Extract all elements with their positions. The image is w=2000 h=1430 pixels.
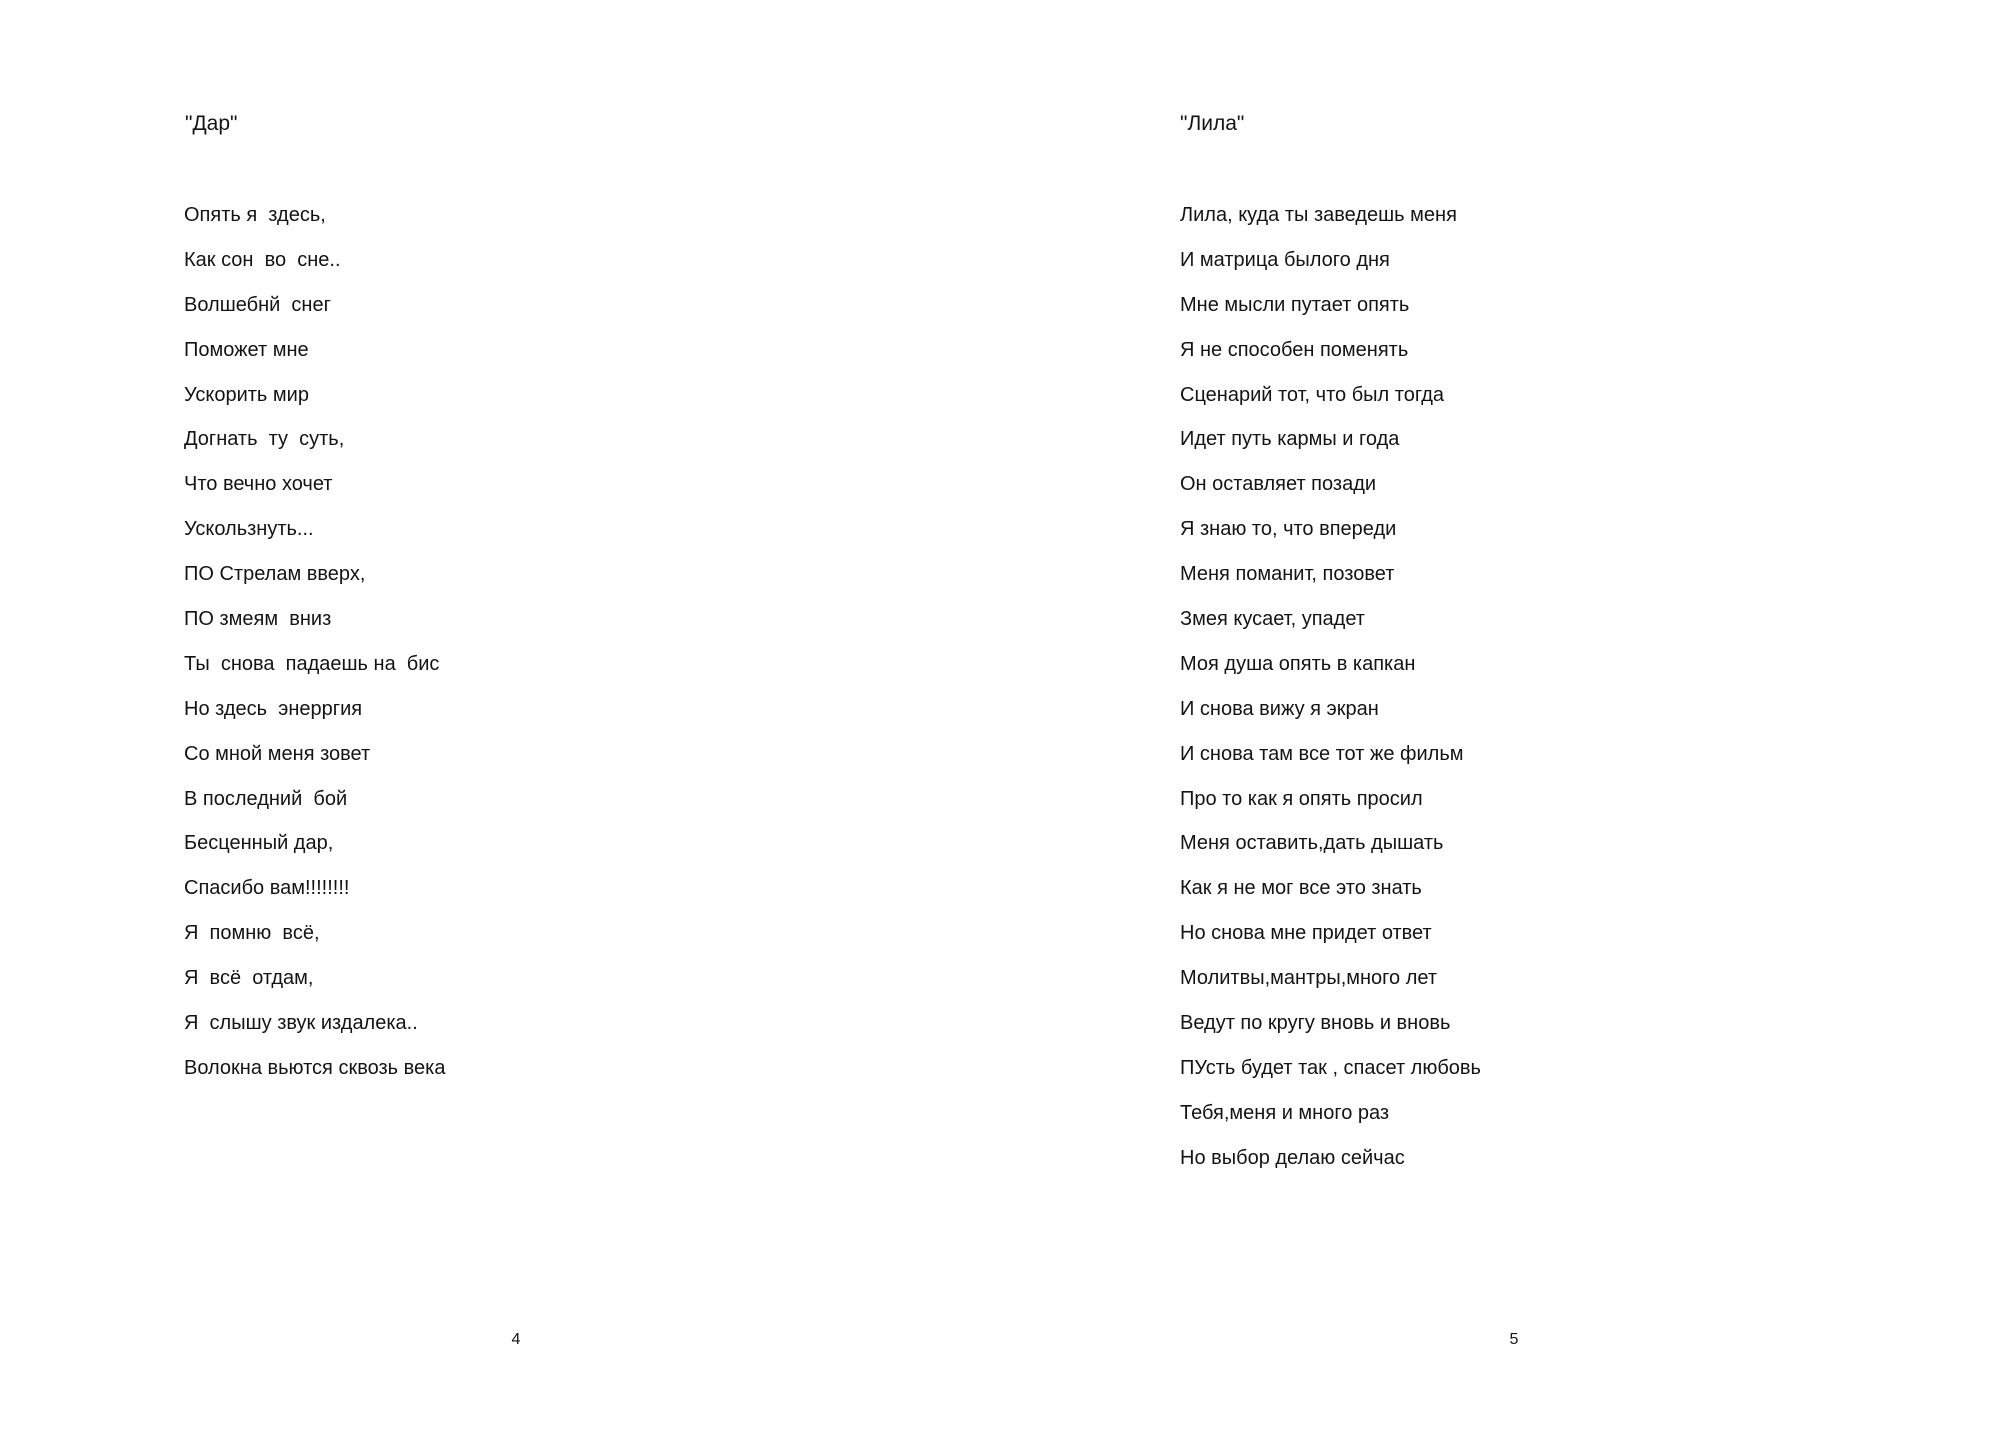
poem-line: Волшебнй снег <box>184 293 331 316</box>
poem-line: Что вечно хочет <box>184 473 333 496</box>
poem-line: ПО Стрелам вверх, <box>184 563 366 586</box>
poem-title-dar: "Дар" <box>185 112 238 135</box>
poem-line: Спасибо вам!!!!!!!! <box>184 877 350 900</box>
poem-line: Молитвы,мантры,много лет <box>1180 967 1438 990</box>
poem-line: Моя душа опять в капкан <box>1180 652 1416 675</box>
poem-line: Но выбор делаю сейчас <box>1180 1146 1405 1169</box>
poem-line: Ускорить мир <box>184 383 309 406</box>
poem-line: И снова там все тот же фильм <box>1180 742 1464 765</box>
poem-line: Со мной меня зовет <box>184 742 371 765</box>
poem-line: Меня поманит, позовет <box>1180 563 1395 586</box>
poem-lines-dar <box>184 200 445 1098</box>
poem-line: Про то как я опять просил <box>1180 787 1423 810</box>
poem-line: Как я не мог все это знать <box>1180 877 1422 900</box>
poem-line: Мне мысли путает опять <box>1180 293 1410 316</box>
poem-line: Как сон во сне.. <box>184 248 341 271</box>
poem-line: Меня оставить,дать дышать <box>1180 832 1444 855</box>
poem-line: Тебя,меня и много раз <box>1180 1101 1390 1124</box>
poem-line: Я знаю то, что впереди <box>1180 518 1397 541</box>
poem-line: Идет путь кармы и года <box>1180 428 1400 451</box>
poem-line: И матрица былого дня <box>1180 248 1390 271</box>
poem-line: Волокна вьются сквозь века <box>184 1056 446 1079</box>
poem-line: Опять я здесь, <box>184 204 326 226</box>
poem-line: Он оставляет позади <box>1180 473 1377 496</box>
poem-line: Я не способен поменять <box>1180 338 1409 361</box>
poem-line: Ускользнуть... <box>184 518 314 541</box>
poem-lines-lila <box>1180 200 1481 1188</box>
poem-line: ПО змеям вниз <box>184 608 332 631</box>
poem-line: Я всё отдам, <box>184 967 314 990</box>
poem-line: Но здесь энерргия <box>184 697 363 720</box>
poem-line: Ведут по кругу вновь и вновь <box>1180 1012 1451 1035</box>
poem-line: Бесценный дар, <box>184 832 334 855</box>
poem-line: Поможет мне <box>184 338 309 361</box>
poem-line: Ты снова падаешь на бис <box>184 652 440 675</box>
right-page <box>1000 0 2000 1430</box>
poem-line: И снова вижу я экран <box>1180 697 1379 720</box>
poem-line: Я слышу звук издалека.. <box>184 1012 418 1035</box>
page-number-left: 4 <box>511 1331 521 1348</box>
poem-line: Лила, куда ты заведешь меня <box>1180 204 1457 226</box>
poem-line: Я помню всё, <box>184 922 320 945</box>
page-number-right: 5 <box>1509 1331 1519 1348</box>
poem-title-lila: "Лила" <box>1180 112 1245 135</box>
poem-line: В последний бой <box>184 787 348 810</box>
poem-line: Догнать ту суть, <box>184 428 345 451</box>
poem-line: Но снова мне придет ответ <box>1180 922 1432 945</box>
poem-line: Сценарий тот, что был тогда <box>1180 383 1445 406</box>
poem-line: Змея кусает, упадет <box>1180 608 1365 631</box>
poem-line: ПУсть будет так , спасет любовь <box>1180 1056 1481 1079</box>
